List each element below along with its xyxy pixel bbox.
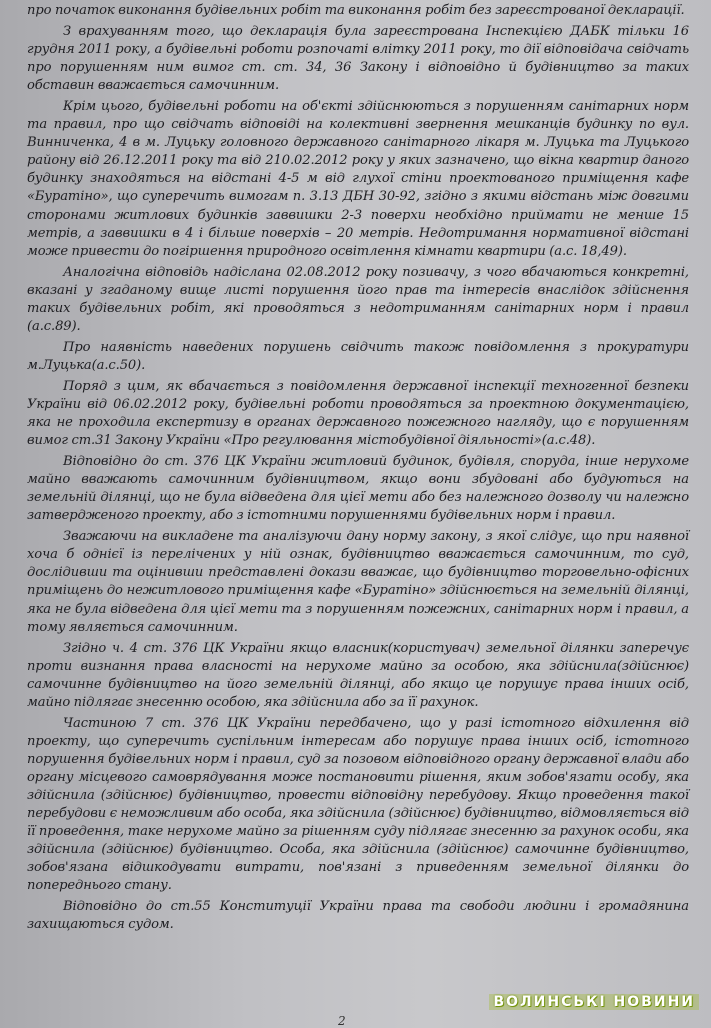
paragraph-5: Про наявність наведених порушень свідчить також повідомлення з прокуратури м.Луцька(а.с.50). bbox=[27, 339, 689, 373]
paragraph-7: Відповідно до ст. 376 ЦК України житловий будинок, будівля, споруда, інше нерухоме майно вважають самочинним будівництвом, якщо вони збудовані або будуються на земельній ділянці, що не була відведена для цієї мети або без належного дозволу чи належно затвердженого проекту, або з істотними порушеннями будівельних норм і правил. bbox=[27, 454, 689, 524]
paragraph-11: Відповідно до ст.55 Конституції України права та свободи людини і громадянина захищаються судом. bbox=[27, 899, 689, 933]
paragraph-6: Поряд з цим, як вбачається з повідомлення державної інспекції техногенної безпеки України від 06.02.2012 року, будівельні роботи проводяться за проектною документацією, яка не проходила експертизу в органах державного пожежного нагляду, що є порушенням вимог ст.31 Закону України «Про регулювання містобудівної діяльності»(а.с.48). bbox=[27, 378, 689, 449]
document-body bbox=[27, 2, 689, 934]
paragraph-10: Частиною 7 ст. 376 ЦК України передбачено, що у разі істотного відхилення від проекту, що суперечить суспільним інтересам або порушує права інших осіб, істотного порушення будівельних норм і правил, суд за позовом відповідного органу державної влади або органу місцевого самоврядування може постановити рішення, яким зобов'язати особу, яка здійснила (здійснює) будівництво, провести відповідну перебудову. Якщо проведення такої перебудови є неможливим або особа, яка здійснила (здійснює) будівництво, відмовляється від її проведення, таке нерухоме майно за рішенням суду підлягає знесенню за рахунок особи, яка здійснила (здійснює) будівництво. Особа, яка здійснила (здійснює) самочинне будівництво, зобов'язана відшкодувати витрати, пов'язані з приведенням земельної ділянки до попереднього стану. bbox=[27, 715, 689, 894]
page-number: 2 bbox=[338, 1014, 346, 1028]
news-watermark: ВОЛИНСЬКІ НОВИНИ bbox=[489, 994, 699, 1010]
paragraph-9: Згідно ч. 4 ст. 376 ЦК України якщо власник(користувач) земельної ділянки заперечує проти визнання права власності на нерухоме майно за особою, яка здійснила(здійснює) самочинне будівництво на його земельній ділянці, або якщо це порушує права інших осіб, майно підлягає знесенню особою, яка здійснила або за її рахунок. bbox=[27, 640, 689, 710]
paragraph-1: про початок виконання будівельних робіт та виконання робіт без зареєстрованої декларації. bbox=[27, 3, 685, 18]
paragraph-2: З врахуванням того, що декларація була зареєстрована Інспекцією ДАБК тільки 16 грудня 2011 року, а будівельні роботи розпочаті влітку 2011 року, то дії відповідача свідчать про порушенням ним вимог ст. ст. 34, 36 Закону і відповідно й будівництво за таких обставин вважається самочинним. bbox=[27, 24, 689, 94]
paragraph-4: Аналогічна відповідь надіслана 02.08.2012 року позивачу, з чого вбачаються конкретні, вказані у згаданому вище листі порушення його прав та інтересів внаслідок здійснення таких будівельних робіт, які проводяться з недотриманням санітарних норм і правил (а.с.89). bbox=[27, 264, 689, 334]
paragraph-3: Крім цього, будівельні роботи на об'єкті здійснюються з порушенням санітарних норм та правил, про що свідчать відповіді на колективні звернення мешканців будинку по вул. Винниченка, 4 в м. Луцьку головного державного санітарного лікаря м. Луцька та Луцького району від 26.12.2011 року та від 210.02.2012 року у яких зазначено, що вікна квартир даного будинку знаходяться на відстані 4-5 м від глухої стіни проектованого приміщення кафе «Буратіно», що суперечить вимогам п. 3.13 ДБН 30-92, згідно з якими відстань між довгими сторонами житлових будинків заввишки 2-3 поверхи необхідно приймати не менше 15 метрів, а заввишки в 4 і більше поверхів – 20 метрів. Недотримання нормативної відстані може привести до погіршення природного освітлення кімнати квартири (а.с. 18,49). bbox=[27, 99, 689, 259]
paragraph-8: Зважаючи на викладене та аналізуючи дану норму закону, з якої слідує, що при наявної хоча б однієї із перелічених у ній ознак, будівництво вважається самочинним, то суд, дослідивши та оцінивши представлені докази вважає, що будівництво торговельно-офісних приміщень до нежитлового приміщення кафе «Буратіно» здійснюється на земельній ділянці, яка не була відведена для цієї мети та з порушенням пожежних, санітарних норм і правил, а тому являється самочинним. bbox=[27, 529, 689, 635]
